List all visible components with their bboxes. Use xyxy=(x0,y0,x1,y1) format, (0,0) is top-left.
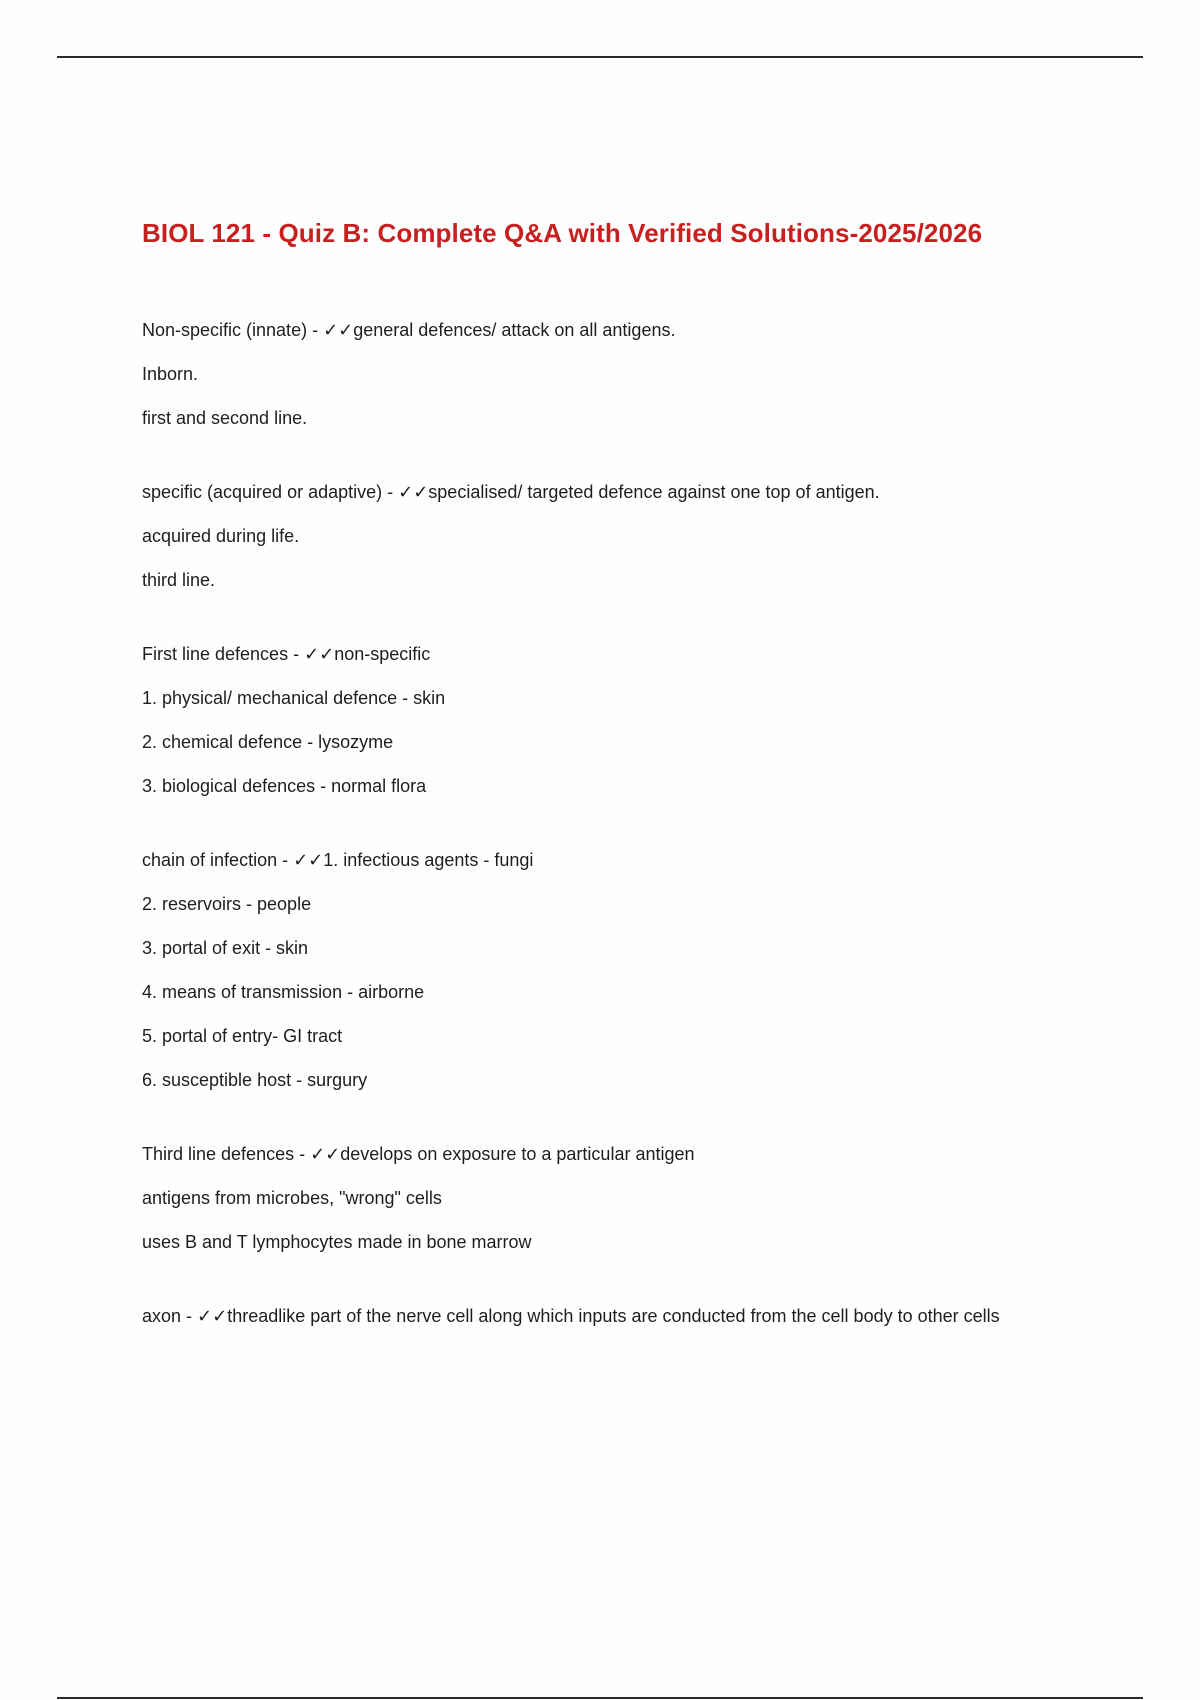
qa-answer-line: 1. physical/ mechanical defence - skin xyxy=(142,688,446,708)
qa-answer: non-specific xyxy=(334,644,431,664)
qa-term: chain of infection - xyxy=(142,850,294,870)
qa-answer-line: uses B and T lymphocytes made in bone marrow xyxy=(142,1232,532,1252)
qa-answer: general defences/ attack on all antigens. xyxy=(353,320,676,340)
qa-term: specific (acquired or adaptive) - xyxy=(142,482,399,502)
double-check-icon: ✓✓ xyxy=(310,1144,341,1164)
qa-answer-line: third line. xyxy=(142,570,216,590)
qa-question-line xyxy=(142,846,1082,874)
qa-term: axon - xyxy=(142,1306,198,1326)
double-check-icon: ✓✓ xyxy=(323,320,354,340)
qa-answer-line: 6. susceptible host - surgury xyxy=(142,1070,368,1090)
document-title: BIOL 121 - Quiz B: Complete Q&A with Verified Solutions-2025/2026 xyxy=(142,218,983,248)
qa-term: Non-specific (innate) - xyxy=(142,320,324,340)
qa-item xyxy=(142,478,1082,594)
qa-term: First line defences - xyxy=(142,644,305,664)
double-check-icon: ✓✓ xyxy=(293,850,324,870)
double-check-icon: ✓✓ xyxy=(304,644,335,664)
qa-answer-line: 2. reservoirs - people xyxy=(142,894,312,914)
qa-question-line xyxy=(142,640,1082,668)
qa-answer: threadlike part of the nerve cell along which inputs are conducted from the cell body to other cells xyxy=(227,1306,1000,1326)
qa-answer-line: acquired during life. xyxy=(142,526,300,546)
qa-answer: 1. infectious agents - fungi xyxy=(323,850,534,870)
qa-answer: develops on exposure to a particular antigen xyxy=(340,1144,695,1164)
bottom-rule xyxy=(57,1697,1143,1699)
double-check-icon: ✓✓ xyxy=(197,1306,228,1326)
qa-answer-line: Inborn. xyxy=(142,364,199,384)
qa-question-line xyxy=(142,1140,1082,1168)
qa-item xyxy=(142,1140,1082,1256)
qa-question-line xyxy=(142,478,1082,506)
qa-answer-line: 3. biological defences - normal flora xyxy=(142,776,427,796)
qa-question-line xyxy=(142,316,1082,344)
qa-item xyxy=(142,1302,1082,1330)
qa-answer-line: 3. portal of exit - skin xyxy=(142,938,309,958)
qa-answer-line: antigens from microbes, "wrong" cells xyxy=(142,1188,442,1208)
top-rule xyxy=(57,56,1143,58)
qa-term: Third line defences - xyxy=(142,1144,311,1164)
double-check-icon: ✓✓ xyxy=(398,482,429,502)
qa-list xyxy=(142,316,1082,1376)
qa-answer-line: 2. chemical defence - lysozyme xyxy=(142,732,394,752)
qa-item xyxy=(142,316,1082,432)
qa-answer-line: 5. portal of entry- GI tract xyxy=(142,1026,343,1046)
qa-answer-line: 4. means of transmission - airborne xyxy=(142,982,425,1002)
qa-item xyxy=(142,640,1082,800)
qa-answer: specialised/ targeted defence against one top of antigen. xyxy=(428,482,880,502)
qa-item xyxy=(142,846,1082,1094)
qa-question-line xyxy=(142,1302,1082,1330)
qa-answer-line: first and second line. xyxy=(142,408,308,428)
